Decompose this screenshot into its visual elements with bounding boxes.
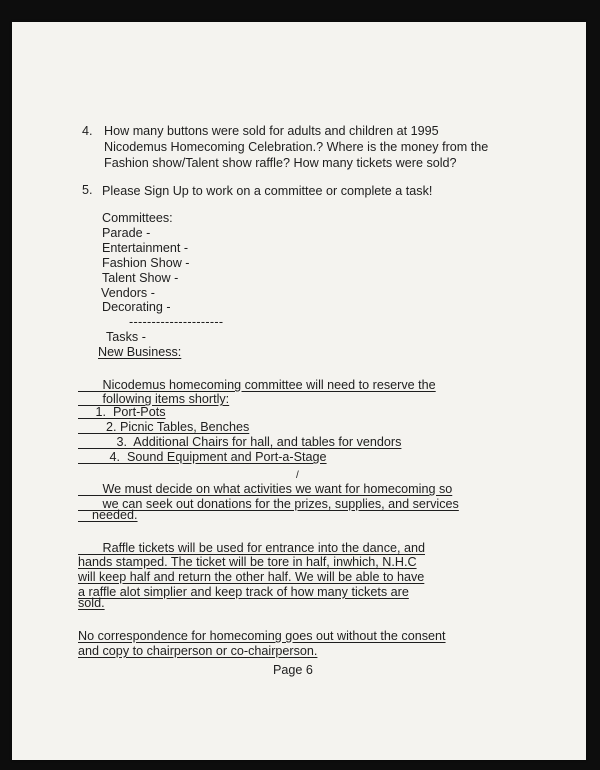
correspondence-line-2: and copy to chairperson or co-chairperson. — [78, 644, 318, 658]
committee-talent-show: Talent Show - — [102, 271, 179, 285]
reserve-line-1: Nicodemus homecoming committee will need to reserve the — [102, 378, 436, 392]
committee-decorating: Decorating - — [102, 300, 171, 314]
reserve-item-4: 4. Sound Equipment and Port-a-Stage — [109, 450, 327, 464]
raffle-line-3: will keep half and return the other half. We will be able to have — [78, 570, 425, 584]
reserve-item-1: 1. Port-Pots — [95, 405, 166, 419]
raffle-line-4: a raffle alot simplier and keep track of how many tickets are — [78, 585, 409, 599]
decide-line-1: We must decide on what activities we want for homecoming so — [102, 482, 453, 496]
item4-number: 4. — [82, 124, 93, 138]
decide-line-3: needed. — [92, 508, 138, 522]
correspondence-line-1: No correspondence for homecoming goes out without the consent — [78, 629, 446, 643]
committee-fashion-show: Fashion Show - — [102, 256, 190, 270]
raffle-line-5: sold. — [78, 596, 105, 610]
reserve-item-2: 2. Picnic Tables, Benches — [106, 420, 250, 434]
committee-entertainment: Entertainment - — [102, 241, 189, 255]
raffle-line-2: hands stamped. The ticket will be tore in half, inwhich, N.H.C — [78, 555, 417, 569]
item4-line-1: How many buttons were sold for adults and children at 1995 — [104, 124, 439, 138]
committee-vendors: Vendors - — [101, 286, 155, 300]
tasks-label: Tasks - — [106, 330, 146, 344]
committees-heading: Committees: — [102, 211, 173, 225]
reserve-item-3: 3. Additional Chairs for hall, and tables for vendors — [116, 435, 402, 449]
pen-mark: / — [296, 470, 299, 481]
raffle-line-1: Raffle tickets will be used for entrance into the dance, and — [102, 541, 425, 555]
new-business-heading: New Business: — [98, 345, 182, 359]
committee-parade: Parade - — [102, 226, 151, 240]
item5-number: 5. — [82, 183, 93, 197]
item5-text: Please Sign Up to work on a committee or complete a task! — [102, 184, 433, 198]
decide-line-2: we can seek out donations for the prizes, supplies, and services — [102, 497, 459, 511]
item4-line-3: Fashion show/Talent show raffle? How many tickets were sold? — [104, 156, 457, 170]
dash-divider: --------------------- — [129, 315, 224, 329]
reserve-line-2: following items shortly: — [102, 392, 230, 406]
item4-line-2: Nicodemus Homecoming Celebration.? Where is the money from the — [104, 140, 489, 154]
page-number: Page 6 — [273, 663, 313, 677]
